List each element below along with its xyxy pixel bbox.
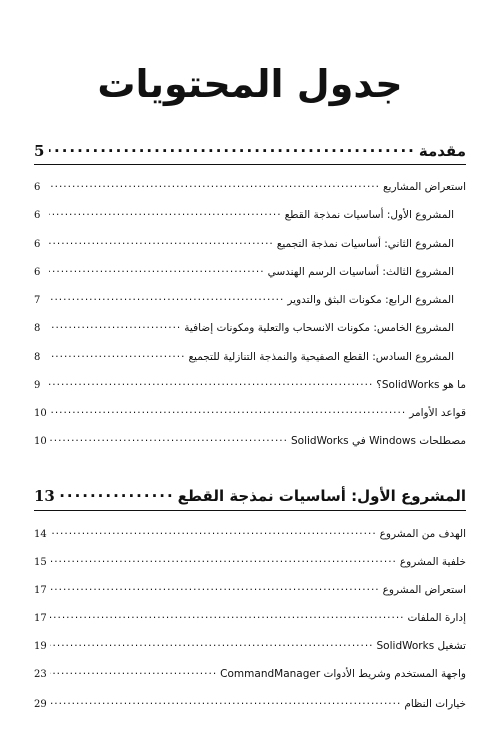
dot-leader (49, 320, 181, 331)
toc-page-number: 6 (34, 266, 41, 278)
toc-entry-title: المشروع الخامس: مكونات الانسحاب والتعلية ومكونات إضافية (184, 321, 454, 334)
toc-entry[interactable] (34, 264, 466, 278)
toc-entry-title: مصطلحات Windows في SolidWorks (290, 434, 466, 447)
toc-page-number: 17 (34, 612, 47, 624)
dot-leader (50, 610, 405, 621)
toc-heading-title: المشروع الأول: أساسيات نمذجة القطع (177, 487, 466, 505)
toc-entry-title: المشروع الأول: أساسيات نمذجة القطع (284, 208, 454, 221)
toc-page-number: 29 (34, 698, 47, 710)
toc-page-number: 6 (34, 209, 41, 221)
toc-entry-title: استعراض المشاريع (382, 180, 466, 193)
toc-page-number: 6 (34, 238, 41, 250)
toc-page-number: 13 (34, 487, 55, 505)
toc-entry-title: واجهة المستخدم وشريط الأدوات CommandManager (220, 667, 466, 680)
toc-entry-title: تشغيل SolidWorks (376, 639, 466, 652)
section-divider (34, 510, 466, 511)
toc-heading-title: مقدمة (418, 142, 466, 160)
toc-heading-project-one[interactable] (34, 486, 466, 505)
toc-page-number: 8 (34, 351, 41, 363)
toc-entry-title: استعراض المشروع (382, 583, 466, 596)
toc-entry-title: قواعد الأوامر (409, 406, 466, 419)
toc-entry[interactable] (34, 696, 466, 710)
dot-leader (49, 207, 282, 218)
toc-entry[interactable] (34, 526, 466, 540)
dot-leader (50, 526, 377, 537)
toc-entry[interactable] (34, 292, 466, 306)
toc-heading-introduction[interactable] (34, 141, 466, 160)
page-title: جدول المحتويات (97, 62, 403, 106)
dot-leader (50, 582, 380, 593)
toc-entry[interactable] (34, 207, 466, 221)
toc-page-number: 7 (34, 294, 41, 306)
toc-entry[interactable] (34, 666, 466, 680)
toc-page-number: 10 (34, 407, 47, 419)
toc-page-number: 19 (34, 640, 47, 652)
toc-page-number: 10 (34, 435, 47, 447)
dot-leader (50, 405, 406, 416)
dot-leader (50, 696, 402, 707)
toc-entry[interactable] (34, 433, 466, 447)
dot-leader (49, 179, 380, 190)
toc-entry-title: المشروع السادس: القطع الصفيحية والنمذجة التنازلية للتجميع (188, 350, 454, 363)
toc-entry[interactable] (34, 236, 466, 250)
toc-entry-title: المشروع الثاني: أساسيات نمذجة التجميع (276, 237, 454, 250)
toc-entry[interactable] (34, 405, 466, 419)
toc-entry[interactable] (34, 349, 466, 363)
dot-leader (49, 264, 265, 275)
toc-entry[interactable] (34, 638, 466, 652)
toc-page-number: 6 (34, 181, 41, 193)
toc-entry[interactable] (34, 377, 466, 391)
toc-page-number: 17 (34, 584, 47, 596)
dot-leader (49, 292, 284, 303)
dot-leader (50, 638, 374, 649)
dot-leader (58, 486, 175, 501)
dot-leader (49, 236, 274, 247)
toc-entry[interactable] (34, 582, 466, 596)
toc-entry-title: الهدف من المشروع (379, 527, 466, 540)
dot-leader (49, 141, 416, 156)
dot-leader (50, 666, 217, 677)
toc-entry[interactable] (34, 554, 466, 568)
toc-entry-title: خلفية المشروع (399, 555, 466, 568)
toc-page-number: 8 (34, 322, 41, 334)
toc-page-number: 9 (34, 379, 41, 391)
dot-leader (50, 433, 288, 444)
toc-page-number: 15 (34, 556, 47, 568)
dot-leader (49, 349, 185, 360)
dot-leader (49, 377, 373, 388)
toc-page-number: 23 (34, 668, 47, 680)
toc-entry-title: المشروع الرابع: مكونات البثق والتدوير (287, 293, 454, 306)
toc-entry[interactable] (34, 179, 466, 193)
toc-entry[interactable] (34, 320, 466, 334)
toc-entry-title: خيارات النظام (404, 697, 466, 710)
toc-page-number: 14 (34, 528, 47, 540)
dot-leader (50, 554, 397, 565)
toc-page-number: 5 (34, 142, 45, 160)
toc-entry-title: ما هو SolidWorks؟ (376, 378, 466, 391)
toc-entry-title: إدارة الملفات (407, 611, 466, 624)
toc-entry[interactable] (34, 610, 466, 624)
toc-entry-title: المشروع الثالث: أساسيات الرسم الهندسي (267, 265, 454, 278)
section-divider (34, 164, 466, 165)
